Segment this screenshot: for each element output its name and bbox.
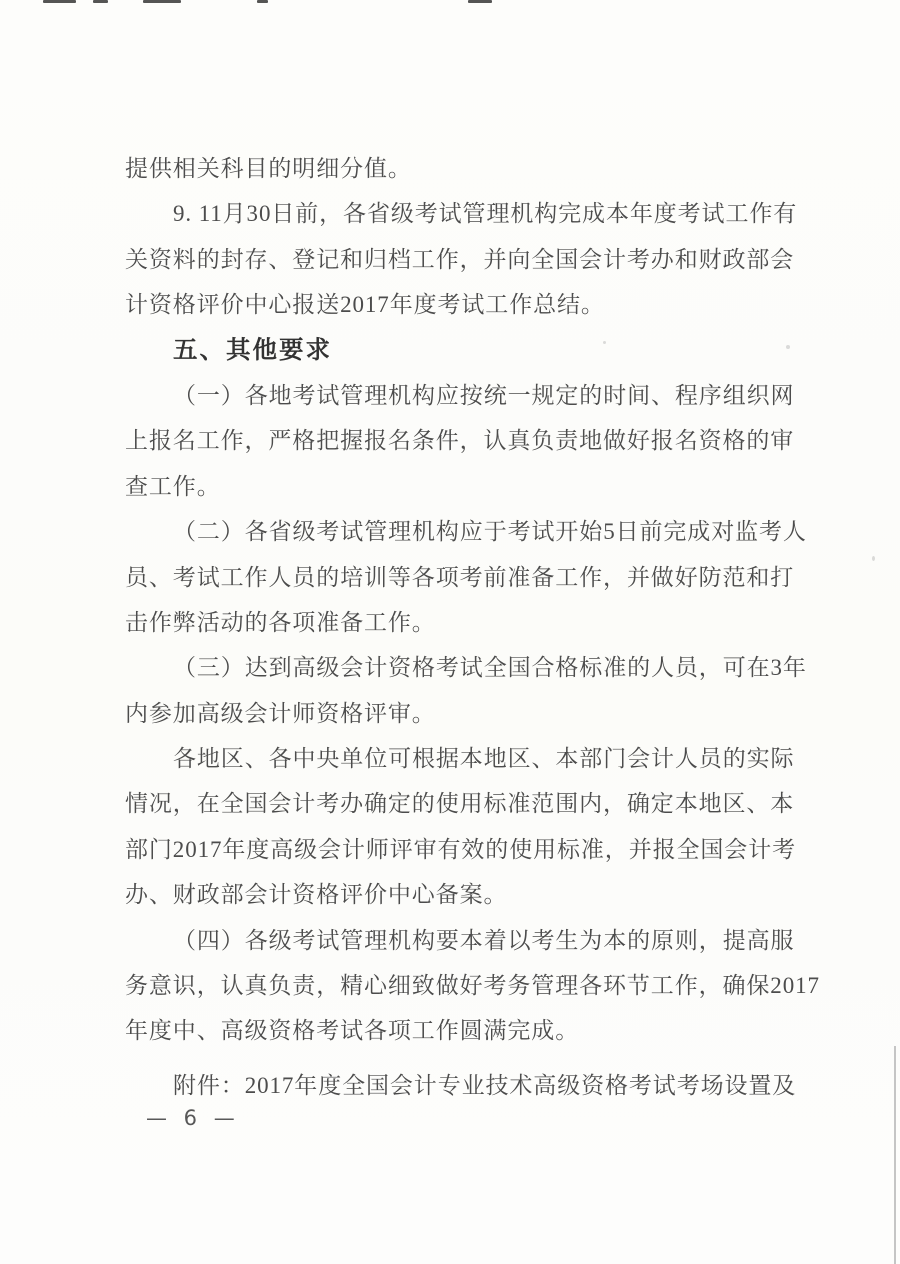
text-line: （一）各地考试管理机构应按统一规定的时间、程序组织网 (173, 382, 795, 408)
text-line: 年度中、高级资格考试各项工作圆满完成。 (125, 1018, 580, 1044)
text-line: 员、考试工作人员的培训等各项考前准备工作，并做好防范和打 (125, 564, 795, 590)
text-line: 办、财政部会计资格评价中心备案。 (125, 882, 508, 908)
text-line: 击作弊活动的各项准备工作。 (125, 609, 436, 635)
scan-artifact-top-dash (93, 0, 108, 3)
scan-speckle (603, 341, 606, 344)
text-line: 计资格评价中心报送2017年度考试工作总结。 (125, 292, 605, 318)
scan-artifact-right-line (894, 1046, 896, 1264)
text-line: 查工作。 (125, 473, 221, 499)
text-line: 情况，在全国会计考办确定的使用标准范围内，确定本地区、本 (125, 791, 795, 817)
scan-artifact-top-dash (468, 0, 492, 3)
text-line: 务意识，认真负责，精心细致做好考务管理各环节工作，确保2017 (125, 973, 820, 999)
scan-artifact-top-dash (143, 0, 181, 3)
scan-speckle (247, 846, 250, 849)
text-line: （四）各级考试管理机构要本着以考生为本的原则，提高服 (173, 927, 795, 953)
document-text-block (125, 146, 820, 1054)
scan-speckle (872, 556, 875, 561)
text-line: 各地区、各中央单位可根据本地区、本部门会计人员的实际 (173, 746, 795, 772)
text-line: 上报名工作，严格把握报名条件，认真负责地做好报名资格的审 (125, 428, 795, 454)
text-line: 内参加高级会计师资格评审。 (125, 700, 436, 726)
text-line: 提供相关科目的明细分值。 (125, 156, 412, 181)
section-heading: 五、其他要求 (173, 336, 332, 364)
attachment-note: 附件：2017年度全国会计专业技术高级资格考试考场设置及 (173, 1073, 797, 1098)
scan-speckle (786, 345, 790, 349)
text-line: （二）各省级考试管理机构应于考试开始5日前完成对监考人 (173, 519, 807, 545)
page-number: — 6 — (146, 1106, 240, 1130)
text-line: 部门2017年度高级会计师评审有效的使用标准，并报全国会计考 (125, 836, 796, 862)
text-line: （三）达到高级会计资格考试全国合格标准的人员，可在3年 (173, 655, 807, 681)
scan-artifact-top-dash (257, 0, 268, 3)
text-line: 9. 11月30日前，各省级考试管理机构完成本年度考试工作有 (173, 201, 798, 227)
scan-artifact-top-dash (43, 0, 76, 3)
text-line: 关资料的封存、登记和归档工作，并向全国会计考办和财政部会 (125, 246, 795, 272)
